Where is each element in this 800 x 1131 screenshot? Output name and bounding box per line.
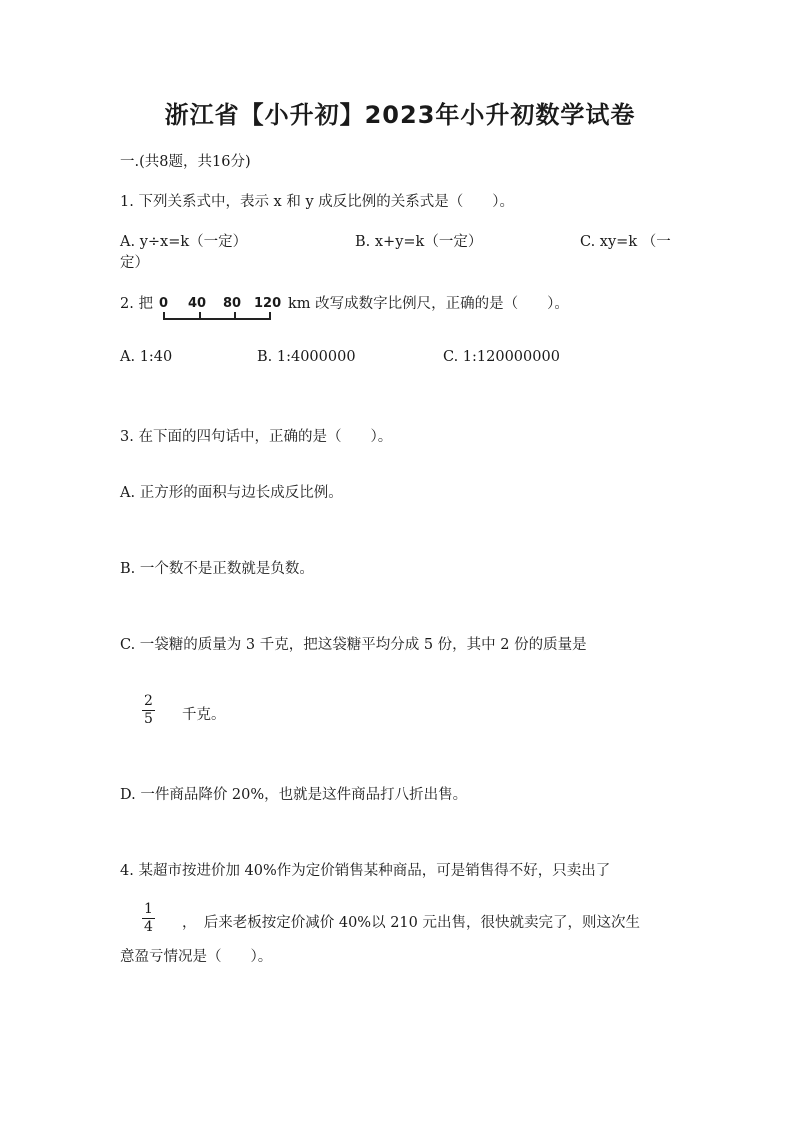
scale-label: 80 [223, 296, 242, 311]
question-3-fraction [142, 693, 155, 728]
scale-label: 0 [159, 296, 169, 311]
question-4-line-2: ， 后来老板按定价减价 40%以 210 元出售，很快就卖完了，则这次生 [182, 915, 640, 931]
page-title: 浙江省【小升初】2023年小升初数学试卷 [164, 101, 636, 129]
fraction-numerator: 1 [144, 901, 153, 917]
fraction-denominator: 5 [144, 711, 153, 727]
section-heading: 一.(共8题，共16分) [120, 154, 251, 170]
question-2-option-b: B. 1:4000000 [257, 349, 356, 365]
question-1-stem: 1. 下列关系式中，表示 x 和 y 成反比例的关系式是（ ）。 [120, 194, 514, 210]
question-3-stem: 3. 在下面的四句话中，正确的是（ ）。 [120, 429, 393, 445]
scale-tick [269, 312, 271, 320]
scale-tick [199, 312, 201, 320]
question-4-fraction [142, 901, 155, 936]
question-1-option-a: A. y÷x=k（一定） [120, 234, 248, 250]
question-3-option-b: B. 一个数不是正数就是负数。 [120, 561, 314, 577]
question-1-option-c: C. xy=k （一 [580, 234, 671, 250]
question-2-option-c: C. 1:120000000 [443, 349, 560, 365]
question-1-option-c-cont: 定） [120, 255, 149, 271]
question-2-suffix: km 改写成数字比例尺，正确的是（ ）。 [288, 296, 569, 312]
fraction-denominator: 4 [144, 919, 153, 935]
question-1-option-b: B. x+y=k（一定） [355, 234, 483, 250]
scale-tick [234, 312, 236, 320]
question-3-option-c-unit: 千克。 [182, 707, 226, 723]
fraction-numerator: 2 [144, 693, 153, 709]
scale-bar [157, 296, 281, 326]
scale-line [163, 318, 271, 320]
question-3-option-d: D. 一件商品降价 20%，也就是这件商品打八折出售。 [120, 787, 468, 803]
question-3-option-a: A. 正方形的面积与边长成反比例。 [120, 485, 343, 501]
question-2-option-a: A. 1:40 [120, 349, 173, 365]
scale-label: 120 [254, 296, 282, 311]
question-3-option-c: C. 一袋糖的质量为 3 千克，把这袋糖平均分成 5 份，其中 2 份的质量是 [120, 637, 587, 653]
scale-tick [163, 312, 165, 320]
question-2-prefix: 2. 把 [120, 296, 153, 312]
question-4-line-3: 意盈亏情况是（ ）。 [120, 949, 273, 965]
scale-label: 40 [188, 296, 207, 311]
question-4-line-1: 4. 某超市按进价加 40%作为定价销售某种商品，可是销售得不好，只卖出了 [120, 863, 611, 879]
